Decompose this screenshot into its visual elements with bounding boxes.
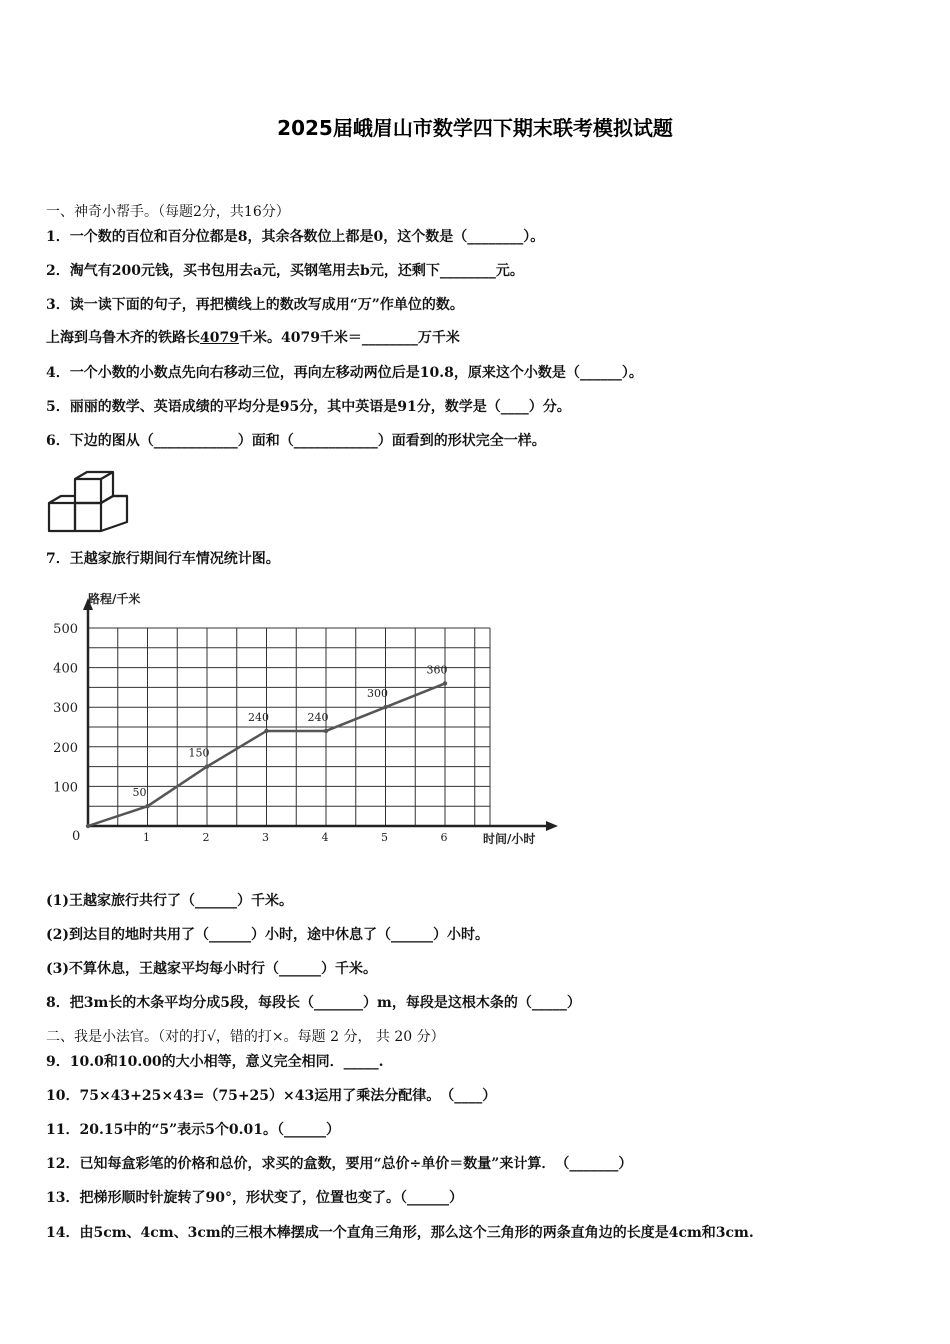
question-3-sentence-post: 千米。4079千米＝________万千米 xyxy=(238,330,460,346)
question-10: 10．75×43+25×43=（75+25）×43运用了乘法分配律。 （____） xyxy=(46,1088,497,1104)
question-7: 7．王越家旅行期间行车情况统计图。 xyxy=(46,551,280,567)
data-point xyxy=(145,804,149,808)
question-4: 4．一个小数的小数点先向右移动三位，再向左移动两位后是10.8，原来这个小数是（______）。 xyxy=(46,365,643,381)
y-tick-label: 300 xyxy=(53,701,78,717)
data-label: 360 xyxy=(426,663,448,677)
question-7-part-1: (1)王越家旅行共行了（______）千米。 xyxy=(46,893,293,909)
origin-label: 0 xyxy=(72,829,81,844)
question-3: 3．读一读下面的句子，再把横线上的数改写成用“万”作单位的数。 xyxy=(46,297,464,313)
x-tick-label: 2 xyxy=(202,831,210,844)
question-6: 6．下边的图从（____________）面和（____________）面看到的形状完全一样。 xyxy=(46,433,546,449)
x-tick-label: 4 xyxy=(321,831,329,844)
question-3-sentence-pre: 上海到乌鲁木齐的铁路长 xyxy=(46,330,200,346)
data-label: 240 xyxy=(248,710,269,724)
y-tick-label: 400 xyxy=(53,661,78,677)
data-point xyxy=(443,681,447,685)
data-point xyxy=(86,824,90,828)
data-point xyxy=(383,705,387,709)
question-7-part-2: (2)到达目的地时共用了（______）小时，途中休息了（______）小时。 xyxy=(46,927,489,943)
page-title: 2025届峨眉山市数学四下期末联考模拟试题 xyxy=(277,116,673,140)
data-label: 50 xyxy=(132,786,147,800)
y-axis-title: 路程/千米 xyxy=(88,592,141,606)
chart-tick-labels xyxy=(53,591,535,846)
x-axis-arrow xyxy=(546,821,558,831)
x-axis-title: 时间/小时 xyxy=(483,832,536,846)
chart-grid xyxy=(88,628,490,826)
question-12: 12．已知每盒彩笔的价格和总价，求买的盒数，要用“总价÷单价＝数量”来计算． （_______） xyxy=(46,1156,633,1172)
x-tick-label: 5 xyxy=(381,831,388,844)
question-13: 13．把梯形顺时针旋转了90°，形状变了，位置也变了。（______） xyxy=(46,1190,463,1206)
y-tick-label: 500 xyxy=(53,622,78,637)
x-tick-label: 1 xyxy=(143,831,150,844)
data-point xyxy=(264,729,268,733)
question-11: 11．20.15中的“5”表示5个0.01。（______） xyxy=(46,1122,341,1138)
y-tick-label: 200 xyxy=(53,740,78,756)
data-point xyxy=(324,729,328,733)
travel-line-chart xyxy=(40,586,570,856)
question-1: 1．一个数的百位和百分位都是8，其余各数位上都是0，这个数是（________）。 xyxy=(46,229,545,245)
data-point xyxy=(205,764,209,768)
x-tick-label: 3 xyxy=(262,831,269,844)
question-14: 14．由5cm、4cm、3cm的三根木棒摆成一个直角三角形，那么这个三角形的两条直角边的长度是4cm和3cm. xyxy=(46,1225,754,1241)
section-1-heading: 一、神奇小帮手。（每题2分，共16分） xyxy=(46,204,290,220)
data-label: 150 xyxy=(188,746,210,760)
question-2: 2．淘气有200元钱，买书包用去a元，买钢笔用去b元，还剩下________元。 xyxy=(46,263,524,279)
cube-stack-figure xyxy=(46,470,136,536)
data-label: 300 xyxy=(367,687,388,701)
question-7-part-3: (3)不算休息，王越家平均每小时行（______）千米。 xyxy=(46,961,377,977)
data-label: 240 xyxy=(307,710,329,724)
y-tick-label: 100 xyxy=(53,780,78,796)
x-tick-label: 6 xyxy=(440,831,448,844)
question-5: 5．丽丽的数学、英语成绩的平均分是95分，其中英语是91分，数学是（____）分。 xyxy=(46,399,571,415)
question-3-sentence xyxy=(46,329,460,347)
question-9: 9．10.0和10.00的大小相等，意义完全相同．_____. xyxy=(46,1054,384,1070)
question-8: 8．把3m长的木条平均分成5段，每段长（_______）m，每段是这根木条的（_____） xyxy=(46,995,581,1011)
section-2-heading: 二、我是小法官。（对的打√，错的打×。每题 2 分， 共 20 分） xyxy=(46,1029,445,1045)
question-3-underlined-number: 4079 xyxy=(200,330,239,346)
